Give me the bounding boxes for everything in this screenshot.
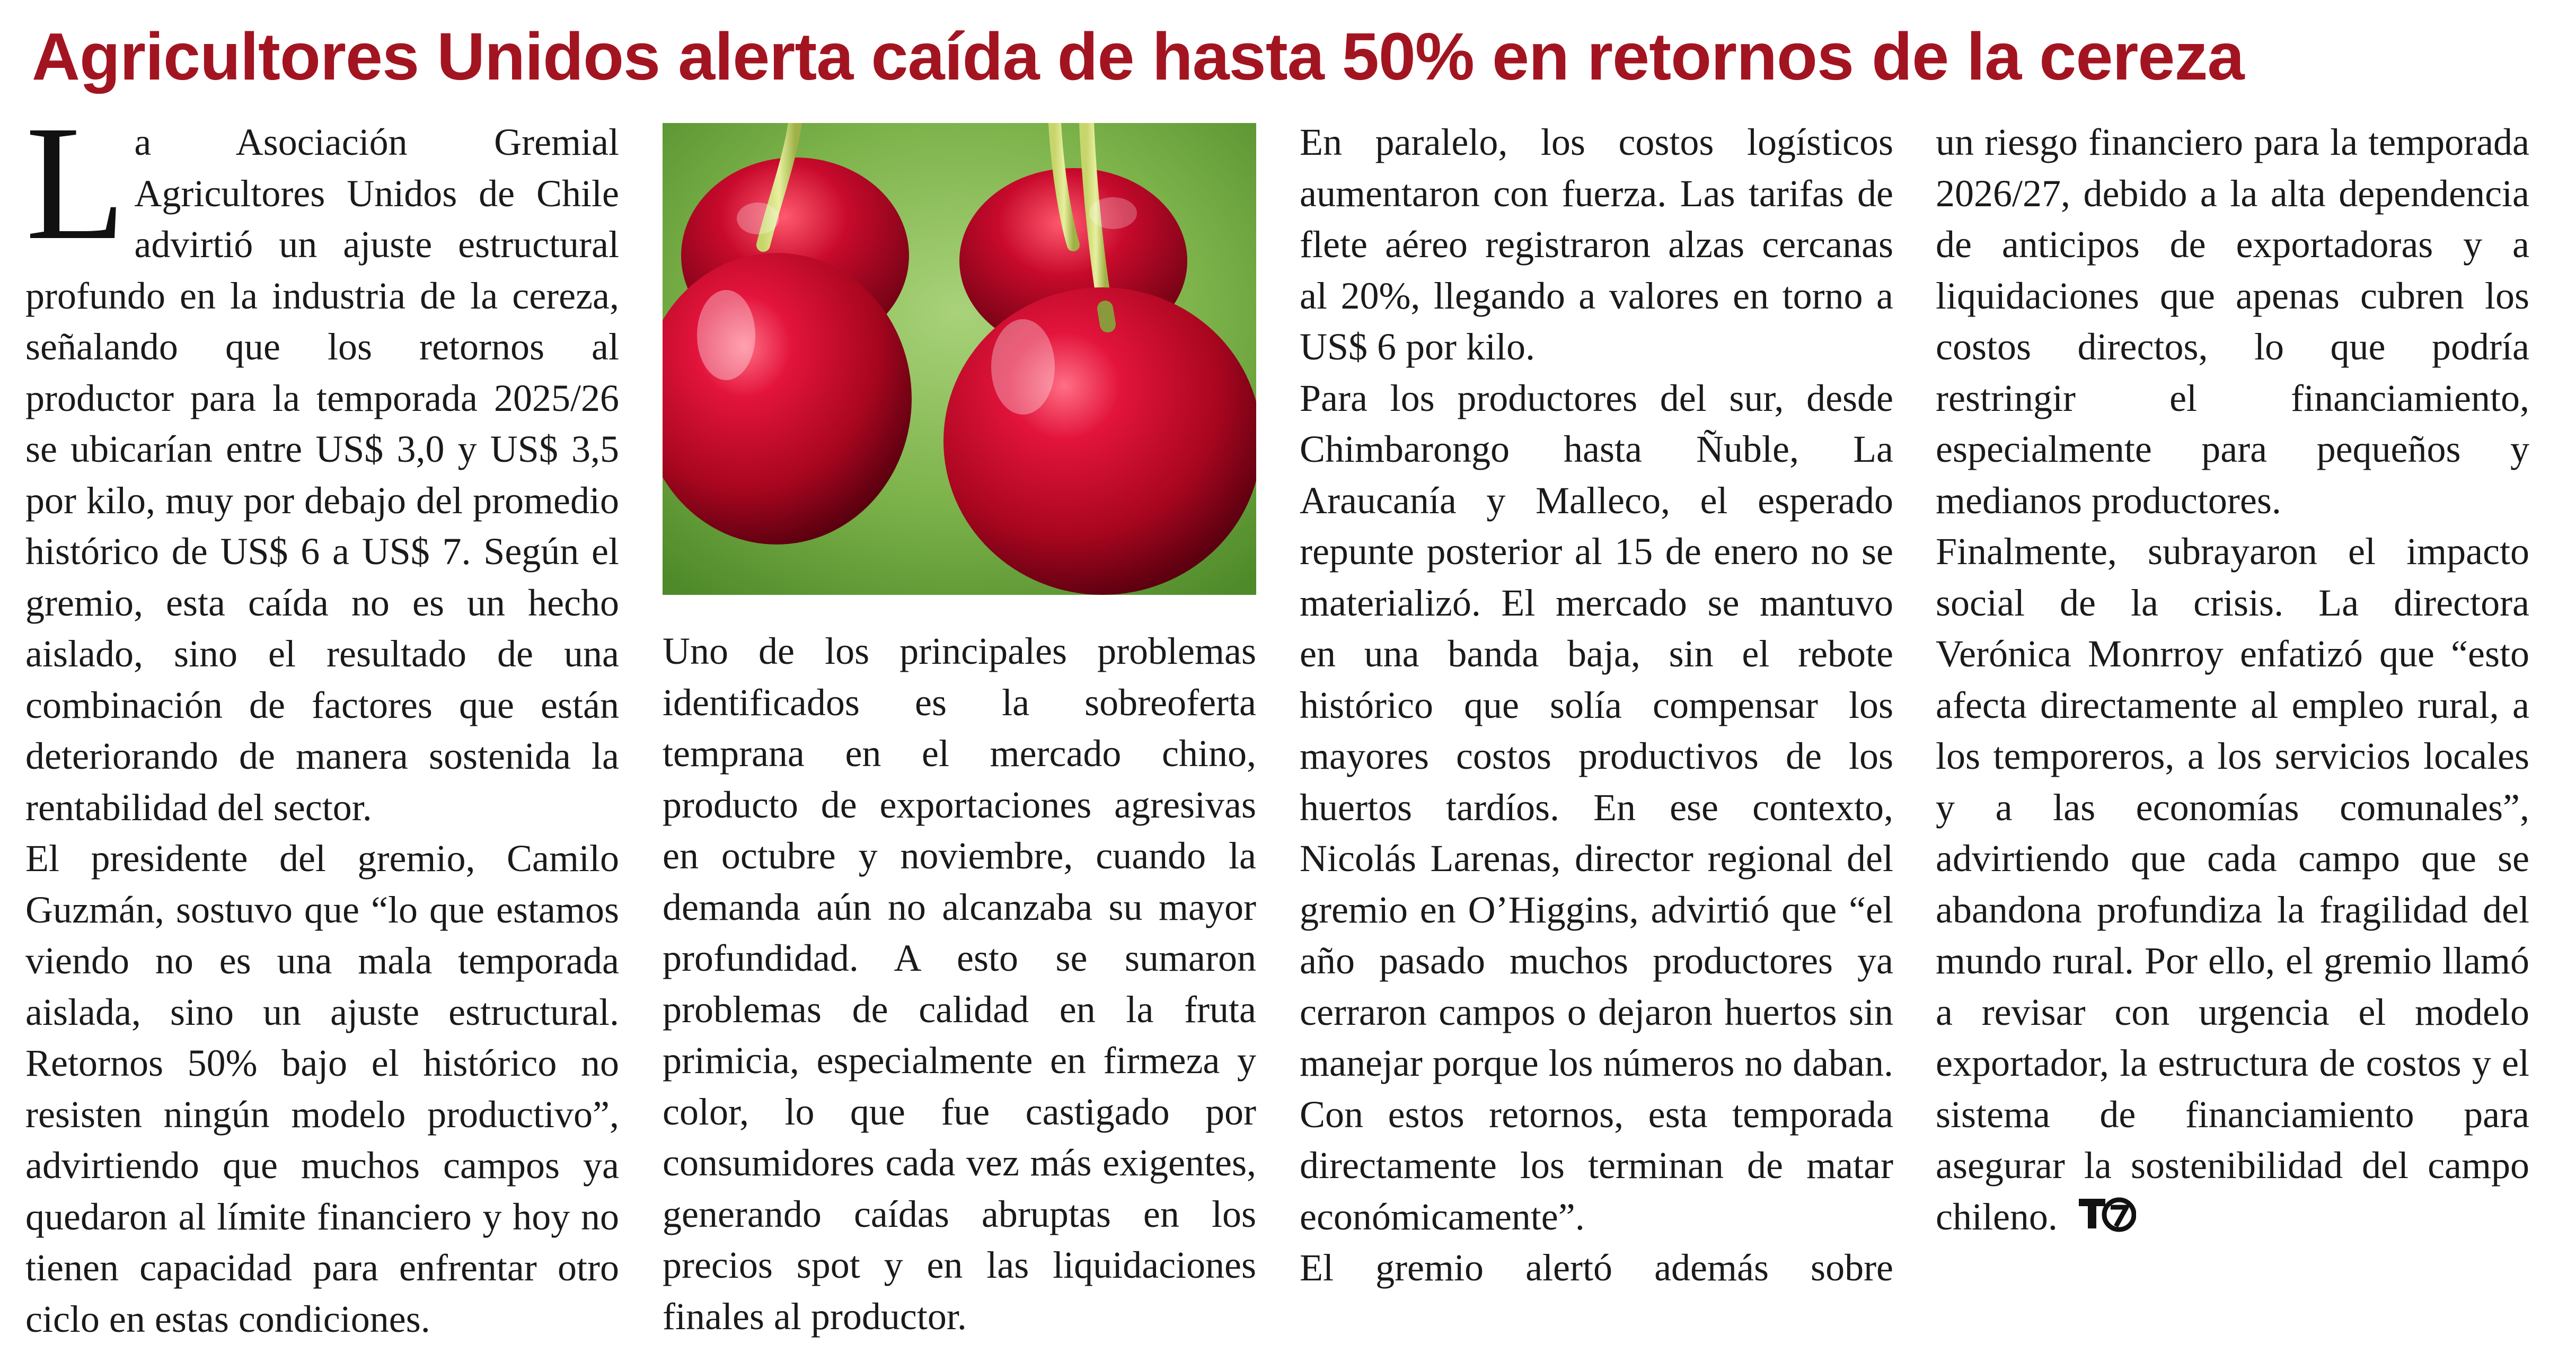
publication-logo-icon xyxy=(2078,1195,2136,1246)
article-headline: Agricultores Unidos alerta caída de hasta 50% en retornos de la cereza xyxy=(32,19,2244,94)
paragraph-intro-text: a Asociación Gremial Agricultores Unidos de Chile advirtió un ajuste estructural profundo en la industria de la cereza, señalando que los retornos al productor para la temporada 2025/26 se ubicarían entre US$ 3,0 y US$ 3,5 por kilo, muy por debajo del promedio histórico de US$ 6 a US$ 7. Según el gremio, esta caída no es un hecho aislado, sino el resultado de una combinación de factores que están deteriorando de manera sostenida la rentabilidad del sector. xyxy=(25,121,619,829)
paragraph-president-quote: El presidente del gremio, Camilo Guzmán, sostuvo que “lo que estamos viendo no es una mala temporada aislada, sino un ajuste estructural. Retornos 50% bajo el histórico no resisten ningún modelo productivo”, advirtiendo que muchos campos ya quedaron al límite financiero y hoy no tienen capacidad para enfrentar otro ciclo en estas condiciones. xyxy=(25,837,619,1340)
article-column-1 xyxy=(25,92,619,1345)
paragraph-financial-risk-rest: un riesgo financiero para la temporada 2026/27, debido a la alta dependencia de anticipos de exportadoras y a liquidaciones que apenas cubren los costos directos, lo que podría restringir el financiamiento, especialmente para pequeños y medianos productores. xyxy=(1936,121,2529,522)
cherries-illustration xyxy=(663,123,1256,595)
paragraph-oversupply: Uno de los principales problemas identificados es la sobreoferta temprana en el mercado chino, producto de exportaciones agresivas en octubre y noviembre, cuando la demanda aún no alcanzaba su mayor profundidad. A esto se sumaron problemas de calidad en la fruta primicia, especialmente en firmeza y color, lo que fue castigado por consumidores cada vez más exigentes, generando caídas abruptas en los precios spot y en las liquidaciones finales al productor. xyxy=(663,630,1256,1338)
drop-cap: L xyxy=(25,92,126,274)
paragraph-logistics: En paralelo, los costos logísticos aumentaron con fuerza. Las tarifas de flete aéreo registraron alzas cercanas al 20%, llegando a valores en torno a US$ 6 por kilo. xyxy=(1300,121,1893,368)
article-column-2 xyxy=(663,626,1256,1342)
article-column-3 xyxy=(1300,117,1893,1294)
paragraph-intro xyxy=(25,92,619,833)
paragraph-south-producers: Para los productores del sur, desde Chimbarongo hasta Ñuble, La Araucanía y Malleco, el esperado repunte posterior al 15 de enero no se materializó. El mercado se mantuvo en una banda baja, sin el rebote histórico que solía compensar los mayores costos productivos de los huertos tardíos. En ese contexto, Nicolás Larenas, director regional del gremio en O’Higgins, advirtió que “el año pasado muchos productores ya cerraron campos o dejaron huertos sin manejar porque los números no daban. Con estos retornos, esta temporada directamente los terminan de matar económicamente”. xyxy=(1300,376,1893,1238)
paragraph-social-impact xyxy=(1936,526,2529,1245)
paragraph-social-impact-text: Finalmente, subrayaron el impacto social de la crisis. La directora Verónica Monrroy enfatizó que “esto afecta directamente al empleo rural, a los temporeros, a los servicios locales y a las economías comunales”, advirtiendo que cada campo que se abandona profundiza la fragilidad del mundo rural. Por ello, el gremio llamó a revisar con urgencia el modelo exportador, la estructura de costos y el sistema de financiamiento para asegurar la sostenibilidad del campo chileno. xyxy=(1936,530,2529,1238)
paragraph-financial-risk-start: El gremio alertó además sobre xyxy=(1300,1246,1893,1289)
article-column-4 xyxy=(1936,117,2529,1245)
cherries-photo xyxy=(663,123,1256,595)
